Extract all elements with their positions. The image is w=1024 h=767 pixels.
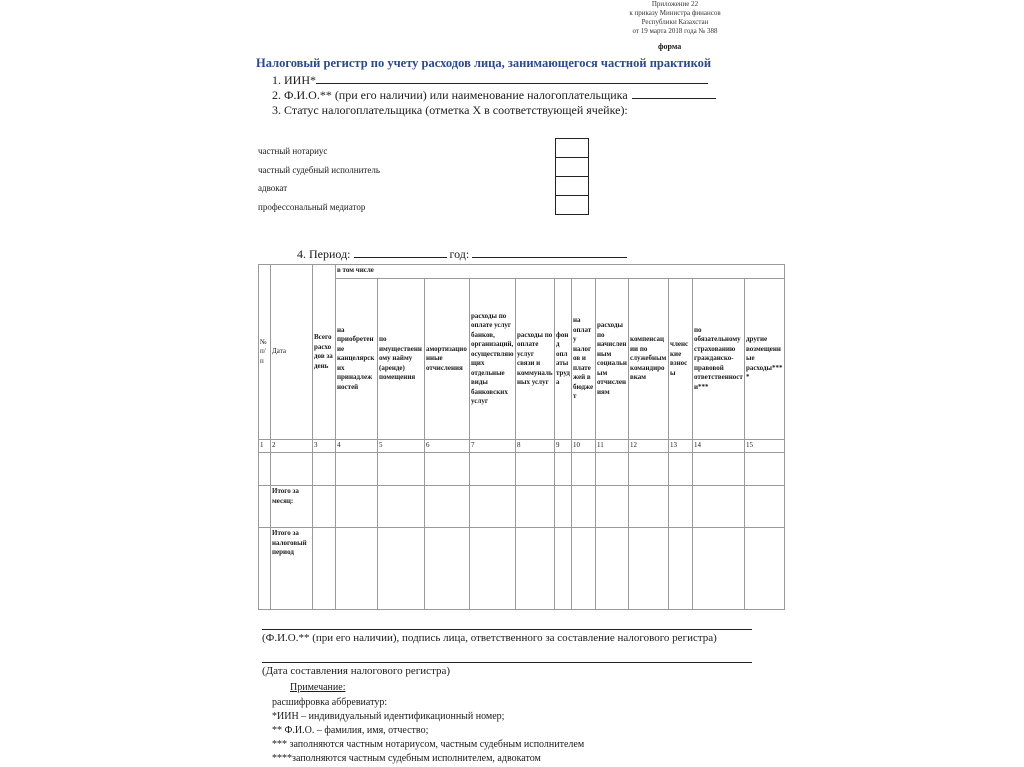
status-option: частный судебный исполнитель [258, 165, 380, 175]
note-line: *** заполняются частным нотариусом, частным судебным исполнителем [272, 739, 585, 750]
col-number: 5 [378, 440, 425, 453]
table-cell[interactable] [745, 528, 785, 610]
table-cell[interactable] [516, 486, 555, 528]
sub-header: фонд оплаты труда [555, 279, 572, 440]
table-cell[interactable] [425, 453, 470, 486]
table-cell[interactable] [629, 528, 669, 610]
date-line[interactable] [262, 662, 752, 663]
period-field [297, 247, 627, 262]
col-number: 2 [271, 440, 313, 453]
sub-header: компенсации по служебным командировкам [629, 279, 669, 440]
table-cell[interactable] [596, 486, 629, 528]
table-cell[interactable] [271, 453, 313, 486]
status-field-label: 3. Статус налогоплательщика (отметка Х в соответствующей ячейке): [272, 103, 628, 117]
approval-header [600, 0, 750, 36]
including-header: в том числе [336, 265, 785, 279]
table-cell[interactable] [425, 528, 470, 610]
table-cell[interactable] [425, 486, 470, 528]
table-cell[interactable] [693, 486, 745, 528]
sub-header: амортизационные отчисления [425, 279, 470, 440]
sub-header: на приобретение канцелярских принадлежностей [336, 279, 378, 440]
table-cell[interactable] [596, 528, 629, 610]
approval-line: от 19 марта 2018 года № 388 [632, 27, 718, 35]
table-cell[interactable] [336, 528, 378, 610]
table-cell[interactable] [470, 453, 516, 486]
col-number: 10 [572, 440, 596, 453]
sub-header: членские взносы [669, 279, 693, 440]
col-number: 4 [336, 440, 378, 453]
table-cell[interactable] [669, 453, 693, 486]
table-cell[interactable] [629, 486, 669, 528]
col-number: 11 [596, 440, 629, 453]
approval-line: к приказу Министра финансов [629, 9, 721, 17]
col-total-header: Всего расходов за день [313, 265, 336, 440]
sub-header: другие возмещенные расходы**** [745, 279, 785, 440]
table-cell[interactable] [470, 486, 516, 528]
table-cell[interactable] [516, 528, 555, 610]
approval-line: Приложение 22 [651, 0, 699, 8]
date-caption: (Дата составления налогового регистра) [262, 665, 451, 677]
col-number: 12 [629, 440, 669, 453]
table-cell[interactable] [313, 453, 336, 486]
period-input-line[interactable] [354, 257, 447, 258]
table-cell[interactable] [596, 453, 629, 486]
sub-header: расходы по начисленным социальным отчислениям [596, 279, 629, 440]
table-cell[interactable] [629, 453, 669, 486]
status-checkbox-mediator[interactable] [555, 195, 589, 215]
notes-title: Примечание: [290, 682, 346, 693]
table-cell[interactable] [669, 486, 693, 528]
status-checkbox-bailiff[interactable] [555, 157, 589, 177]
status-option: профессональный медиатор [258, 202, 366, 212]
table-row-period-total [259, 528, 785, 610]
status-option: частный нотариус [258, 146, 328, 156]
sub-header: расходы по оплате услуг банков, организаций, осуществляющих отдельные виды банковских услуг [470, 279, 516, 440]
col-number: 1 [259, 440, 271, 453]
table-cell[interactable] [336, 453, 378, 486]
year-input-line[interactable] [472, 257, 627, 258]
table-cell[interactable] [378, 486, 425, 528]
status-option: адвокат [258, 183, 288, 193]
status-checkbox-notary[interactable] [555, 138, 589, 158]
period-total-label: Итого за налоговый период [271, 528, 313, 610]
note-line: ** Ф.И.О. – фамилия, имя, отчество; [272, 725, 429, 736]
register-table [258, 264, 785, 610]
col-number-header: № п/п [259, 265, 271, 440]
signature-caption: (Ф.И.О.** (при его наличии), подпись лица, ответственного за составление налогового регистра) [262, 632, 717, 644]
table-cell[interactable] [378, 528, 425, 610]
table-cell[interactable] [259, 486, 271, 528]
table-cell[interactable] [669, 528, 693, 610]
table-cell[interactable] [693, 528, 745, 610]
table-cell[interactable] [572, 453, 596, 486]
month-total-label: Итого за месяц: [271, 486, 313, 528]
year-label: год: [449, 247, 470, 261]
col-number: 13 [669, 440, 693, 453]
table-cell[interactable] [745, 486, 785, 528]
col-number: 3 [313, 440, 336, 453]
col-date-header: Дата [271, 265, 313, 440]
signature-line[interactable] [262, 629, 752, 630]
fio-label: 2. Ф.И.О.** (при его наличии) или наименование налогоплательщика [272, 88, 628, 102]
iin-label: 1. ИИН* [272, 73, 316, 87]
table-cell[interactable] [745, 453, 785, 486]
document-title: Налоговый регистр по учету расходов лица, занимающегося частной практикой [256, 56, 712, 70]
table-cell[interactable] [336, 486, 378, 528]
table-cell[interactable] [313, 486, 336, 528]
table-cell[interactable] [313, 528, 336, 610]
note-line: ****заполняются частным судебным исполнителем, адвокатом [272, 753, 541, 764]
fio-field [272, 88, 716, 103]
col-number: 9 [555, 440, 572, 453]
table-cell[interactable] [470, 528, 516, 610]
table-cell[interactable] [572, 486, 596, 528]
sub-header: расходы по оплате услуг связи и коммунальных услуг [516, 279, 555, 440]
iin-field [272, 73, 708, 88]
table-cell[interactable] [378, 453, 425, 486]
col-number: 7 [470, 440, 516, 453]
table-cell[interactable] [555, 486, 572, 528]
table-cell[interactable] [259, 453, 271, 486]
approval-line: Республики Казахстан [641, 18, 709, 26]
table-row-month-total [259, 486, 785, 528]
table-cell[interactable] [555, 528, 572, 610]
status-checkbox-lawyer[interactable] [555, 176, 589, 196]
table-row [259, 453, 785, 486]
period-label: 4. Период: [297, 247, 351, 261]
notes-intro: расшифровка аббревиатур: [272, 697, 388, 708]
iin-input-line[interactable] [316, 83, 708, 84]
col-number: 8 [516, 440, 555, 453]
table-cell[interactable] [572, 528, 596, 610]
table-cell[interactable] [516, 453, 555, 486]
fio-input-line[interactable] [632, 98, 716, 99]
table-cell[interactable] [259, 528, 271, 610]
sub-header: по обязательному страхованию гражданско-правовой ответственности*** [693, 279, 745, 440]
table-cell[interactable] [693, 453, 745, 486]
note-line: *ИИН – индивидуальный идентификационный номер; [272, 711, 505, 722]
col-number: 6 [425, 440, 470, 453]
sub-header: по имущественному найму (аренде) помещения [378, 279, 425, 440]
col-number: 15 [745, 440, 785, 453]
sub-header: на оплату налогов и платежей в бюджет [572, 279, 596, 440]
col-number: 14 [693, 440, 745, 453]
table-cell[interactable] [555, 453, 572, 486]
form-label: форма [658, 42, 682, 51]
